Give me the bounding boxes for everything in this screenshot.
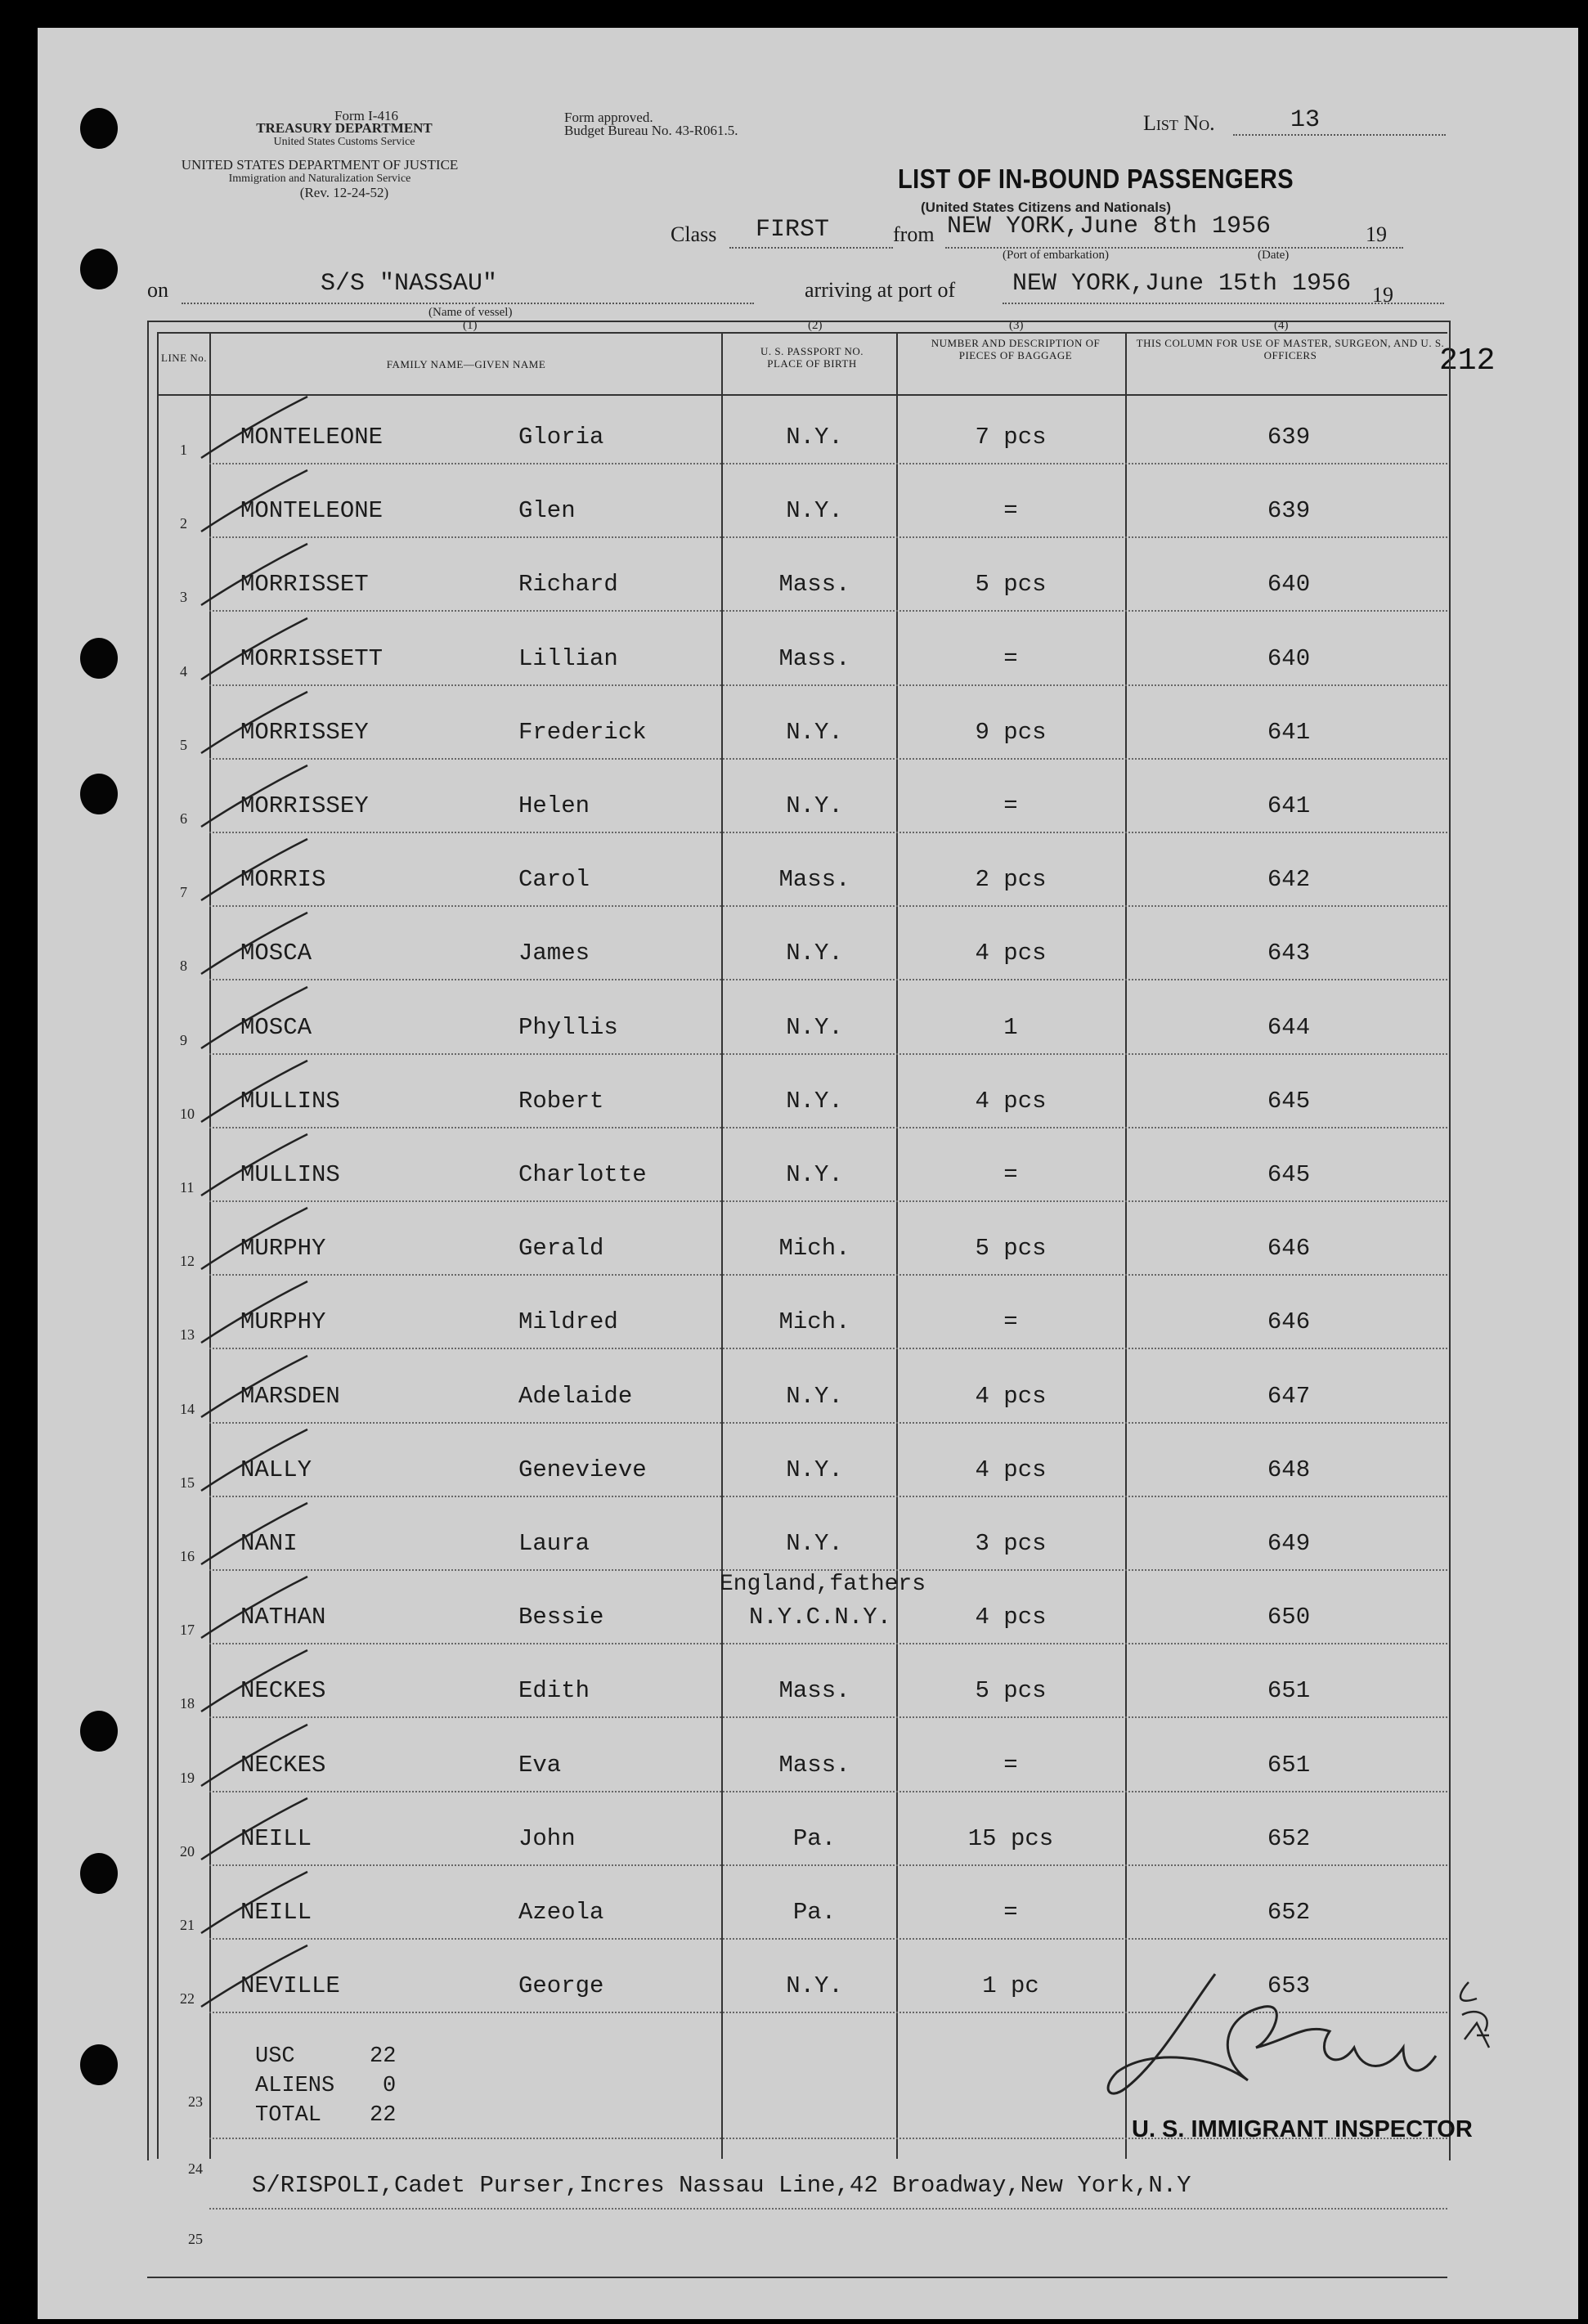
usc-count: 22 bbox=[370, 2044, 397, 2069]
document-sheet bbox=[38, 28, 1578, 2319]
punch-hole bbox=[80, 1711, 118, 1752]
port-embark-label: (Port of embarkation) bbox=[1003, 249, 1109, 262]
page-stamp: 212 bbox=[1439, 343, 1496, 379]
line-number: 19 bbox=[180, 1770, 195, 1786]
given-name: Eva bbox=[518, 1752, 562, 1779]
place-of-birth: N.Y. bbox=[786, 424, 843, 451]
list-no-line bbox=[1233, 134, 1446, 136]
from-value: NEW YORK,June 8th 1956 bbox=[947, 213, 1272, 240]
check-mark bbox=[185, 1573, 316, 1646]
place-of-birth: Mass. bbox=[778, 1752, 850, 1779]
total-label: TOTAL bbox=[255, 2103, 322, 2128]
col-divider-passport bbox=[721, 332, 723, 2159]
inspector-signature bbox=[1092, 1958, 1501, 2121]
row-rule bbox=[209, 1864, 1447, 1866]
family-name: MORRISSETT bbox=[240, 645, 384, 672]
officer-number: 641 bbox=[1267, 792, 1311, 819]
family-name: NEVILLE bbox=[240, 1972, 340, 1999]
given-name: Bessie bbox=[518, 1604, 604, 1631]
family-name: NANI bbox=[240, 1530, 298, 1557]
class-label: Class bbox=[671, 222, 717, 246]
check-mark bbox=[185, 540, 316, 613]
given-name: Charlotte bbox=[518, 1161, 647, 1188]
officer-number: 639 bbox=[1267, 424, 1311, 451]
row-rule bbox=[209, 1200, 1447, 1202]
col3-num: (3) bbox=[1009, 319, 1024, 332]
row-rule bbox=[209, 1274, 1447, 1276]
row-rule bbox=[209, 1053, 1447, 1055]
line-number: 21 bbox=[180, 1917, 195, 1933]
family-name: MULLINS bbox=[240, 1161, 340, 1188]
check-mark bbox=[185, 1130, 316, 1204]
place-of-birth: N.Y. bbox=[786, 1088, 843, 1115]
family-name: MORRIS bbox=[240, 866, 326, 893]
family-name: NALLY bbox=[240, 1456, 312, 1483]
baggage: 1 bbox=[1003, 1014, 1018, 1041]
place-of-birth: N.Y. bbox=[786, 1014, 843, 1041]
given-name: Frederick bbox=[518, 719, 647, 746]
family-name: MORRISSET bbox=[240, 571, 369, 598]
line-number-23: 23 bbox=[188, 2093, 203, 2110]
family-name: MURPHY bbox=[240, 1235, 326, 1262]
given-name: Azeola bbox=[518, 1899, 604, 1926]
baggage: 5 pcs bbox=[975, 1235, 1047, 1262]
officer-number: 644 bbox=[1267, 1014, 1311, 1041]
arriving-value: NEW YORK,June 15th 1956 bbox=[1012, 270, 1352, 298]
col4-num: (4) bbox=[1274, 319, 1289, 332]
class-line bbox=[729, 247, 893, 249]
place-of-birth: N.Y. bbox=[786, 1383, 843, 1410]
place-of-birth: Mich. bbox=[778, 1235, 850, 1262]
from-year: 19 bbox=[1366, 222, 1387, 246]
baggage: = bbox=[1003, 1899, 1018, 1926]
punch-hole bbox=[80, 638, 118, 679]
inspection-time bbox=[1460, 1990, 1464, 1991]
punch-hole bbox=[80, 1853, 118, 1894]
line-number: 16 bbox=[180, 1548, 195, 1564]
officer-number: 640 bbox=[1267, 571, 1311, 598]
officer-number: 645 bbox=[1267, 1088, 1311, 1115]
family-name: MURPHY bbox=[240, 1308, 326, 1335]
col-header-line: LINE No. bbox=[161, 352, 207, 364]
dept-customs: United States Customs Service bbox=[273, 136, 415, 148]
place-of-birth: N.Y. bbox=[786, 497, 843, 524]
line-number: 17 bbox=[180, 1622, 195, 1638]
arriving-year: 19 bbox=[1372, 283, 1393, 307]
check-mark bbox=[185, 1352, 316, 1425]
punch-hole bbox=[80, 249, 118, 289]
baggage: 7 pcs bbox=[975, 424, 1047, 451]
row-rule bbox=[209, 1422, 1447, 1424]
baggage: 5 pcs bbox=[975, 571, 1047, 598]
dept-ins: Immigration and Naturalization Service bbox=[228, 173, 411, 185]
form-approved: Form approved. bbox=[564, 110, 653, 125]
row-rule bbox=[209, 1569, 1447, 1571]
check-mark bbox=[185, 761, 316, 835]
place-of-birth: N.Y. bbox=[786, 1456, 843, 1483]
arriving-label: arriving at port of bbox=[805, 278, 956, 302]
family-name: MULLINS bbox=[240, 1088, 340, 1115]
place-of-birth: Pa. bbox=[792, 1899, 837, 1926]
date-label: (Date) bbox=[1258, 249, 1290, 262]
vessel-label: (Name of vessel) bbox=[428, 306, 513, 319]
line-number: 3 bbox=[180, 589, 187, 605]
usc-label: USC bbox=[255, 2044, 295, 2069]
given-name: Glen bbox=[518, 497, 576, 524]
col-divider-line bbox=[157, 332, 159, 2159]
row-rule bbox=[209, 1127, 1447, 1128]
family-name: NATHAN bbox=[240, 1604, 326, 1631]
line-number: 14 bbox=[180, 1401, 195, 1417]
check-mark bbox=[185, 688, 316, 761]
baggage: 9 pcs bbox=[975, 719, 1047, 746]
given-name: James bbox=[518, 940, 590, 967]
row-rule bbox=[209, 1791, 1447, 1792]
form-revision: (Rev. 12-24-52) bbox=[299, 185, 389, 200]
given-name: Richard bbox=[518, 571, 618, 598]
place-of-birth: N.Y. bbox=[786, 940, 843, 967]
baggage: = bbox=[1003, 497, 1018, 524]
punch-hole bbox=[80, 774, 118, 814]
col-divider-officers bbox=[1125, 332, 1127, 2159]
col2-num: (2) bbox=[808, 319, 823, 332]
vessel-line bbox=[182, 303, 754, 304]
baggage: 4 pcs bbox=[975, 1088, 1047, 1115]
baggage: = bbox=[1003, 1161, 1018, 1188]
check-mark bbox=[185, 909, 316, 982]
aliens-count: 0 bbox=[383, 2074, 397, 2098]
family-name: NECKES bbox=[240, 1677, 326, 1704]
dept-treasury: TREASURY DEPARTMENT bbox=[256, 120, 433, 136]
vessel-col-num: (1) bbox=[463, 319, 478, 332]
line-number: 12 bbox=[180, 1253, 195, 1269]
officer-number: 645 bbox=[1267, 1161, 1311, 1188]
line-number: 18 bbox=[180, 1695, 195, 1712]
baggage: 4 pcs bbox=[975, 1604, 1047, 1631]
row-rule bbox=[209, 979, 1447, 980]
officer-number: 643 bbox=[1267, 940, 1311, 967]
place-of-birth: Mich. bbox=[778, 1308, 850, 1335]
given-name: Phyllis bbox=[518, 1014, 618, 1041]
check-mark bbox=[185, 1057, 316, 1130]
baggage: 3 pcs bbox=[975, 1530, 1047, 1557]
check-mark bbox=[185, 393, 316, 466]
list-no-value: 13 bbox=[1290, 106, 1321, 134]
row-rule bbox=[209, 463, 1447, 464]
given-name: Genevieve bbox=[518, 1456, 647, 1483]
baggage: 15 pcs bbox=[967, 1825, 1054, 1852]
table-bottom-rule bbox=[147, 2277, 1447, 2278]
aliens-label: ALIENS bbox=[255, 2074, 335, 2098]
given-name: Adelaide bbox=[518, 1383, 633, 1410]
from-label: from bbox=[893, 222, 935, 246]
row-rule bbox=[209, 1938, 1447, 1940]
line-number: 1 bbox=[180, 442, 187, 458]
row-rule bbox=[209, 610, 1447, 612]
page-title: LIST OF IN-BOUND PASSENGERS bbox=[898, 164, 1294, 194]
given-name: Laura bbox=[518, 1530, 590, 1557]
officer-number: 653 bbox=[1267, 1972, 1311, 1999]
line-number: 22 bbox=[180, 1990, 195, 2007]
line-number: 20 bbox=[180, 1843, 195, 1860]
place-of-birth: N.Y. bbox=[786, 1972, 843, 1999]
family-name: MONTELEONE bbox=[240, 497, 384, 524]
officer-number: 650 bbox=[1267, 1604, 1311, 1631]
check-mark bbox=[185, 466, 316, 540]
check-mark bbox=[185, 1204, 316, 1277]
punch-hole bbox=[80, 108, 118, 149]
vessel-name: S/S "NASSAU" bbox=[321, 270, 498, 298]
line-number-24: 24 bbox=[188, 2160, 203, 2177]
given-name: Carol bbox=[518, 866, 590, 893]
family-name: MONTELEONE bbox=[240, 424, 384, 451]
place-of-birth: Mass. bbox=[778, 571, 850, 598]
punch-hole bbox=[80, 2044, 118, 2085]
check-mark bbox=[185, 1425, 316, 1499]
row-rule bbox=[209, 758, 1447, 760]
birthplace-annotation: England,fathers bbox=[720, 1572, 926, 1597]
baggage: 4 pcs bbox=[975, 940, 1047, 967]
family-name: NEILL bbox=[240, 1825, 312, 1852]
check-mark bbox=[185, 1499, 316, 1573]
officer-number: 646 bbox=[1267, 1308, 1311, 1335]
line-number: 10 bbox=[180, 1106, 195, 1122]
header-bottom-rule bbox=[157, 394, 1447, 396]
place-of-birth: Mass. bbox=[778, 645, 850, 672]
row-rule bbox=[209, 1643, 1447, 1644]
form-number: Form I-416 bbox=[334, 108, 398, 123]
officer-number: 642 bbox=[1267, 866, 1311, 893]
given-name: Robert bbox=[518, 1088, 604, 1115]
check-mark bbox=[185, 983, 316, 1057]
family-name: MOSCA bbox=[240, 940, 312, 967]
baggage: 2 pcs bbox=[975, 866, 1047, 893]
baggage: = bbox=[1003, 645, 1018, 672]
row-rule bbox=[209, 905, 1447, 907]
baggage: 1 pc bbox=[982, 1972, 1039, 1999]
inspector-label: U. S. IMMIGRANT INSPECTOR bbox=[1132, 2116, 1473, 2142]
officer-number: 651 bbox=[1267, 1677, 1311, 1704]
check-mark bbox=[185, 1868, 316, 1941]
line-number: 6 bbox=[180, 810, 187, 827]
row-rule bbox=[209, 536, 1447, 538]
budget-bureau: Budget Bureau No. 43-R061.5. bbox=[564, 123, 738, 138]
family-name: NECKES bbox=[240, 1752, 326, 1779]
officer-number: 641 bbox=[1267, 719, 1311, 746]
place-of-birth: Mass. bbox=[778, 866, 850, 893]
officer-number: 652 bbox=[1267, 1899, 1311, 1926]
line-number-25: 25 bbox=[188, 2231, 203, 2247]
officer-number: 649 bbox=[1267, 1530, 1311, 1557]
given-name: Gloria bbox=[518, 424, 604, 451]
family-name: MOSCA bbox=[240, 1014, 312, 1041]
family-name: NEILL bbox=[240, 1899, 312, 1926]
baggage: = bbox=[1003, 792, 1018, 819]
class-value: FIRST bbox=[756, 216, 830, 244]
check-mark bbox=[185, 1646, 316, 1720]
purser-line: S/RISPOLI,Cadet Purser,Incres Nassau Line,42 Broadway,New York,N.Y bbox=[252, 2172, 1191, 2199]
baggage: 4 pcs bbox=[975, 1383, 1047, 1410]
row-rule bbox=[209, 2208, 1447, 2210]
row-rule bbox=[209, 684, 1447, 686]
given-name: Mildred bbox=[518, 1308, 618, 1335]
on-label: on bbox=[147, 278, 168, 302]
officer-number: 648 bbox=[1267, 1456, 1311, 1483]
line-number: 9 bbox=[180, 1032, 187, 1048]
given-name: Lillian bbox=[518, 645, 618, 672]
check-mark bbox=[185, 1721, 316, 1794]
line-number: 7 bbox=[180, 884, 187, 900]
header-top-rule bbox=[157, 332, 1447, 334]
row-rule bbox=[209, 832, 1447, 833]
baggage: = bbox=[1003, 1752, 1018, 1779]
baggage: 5 pcs bbox=[975, 1677, 1047, 1704]
col-header-name: FAMILY NAME—GIVEN NAME bbox=[386, 358, 546, 370]
check-mark bbox=[185, 835, 316, 909]
place-of-birth: N.Y. bbox=[786, 792, 843, 819]
dept-justice: UNITED STATES DEPARTMENT OF JUSTICE bbox=[181, 157, 459, 173]
line-number: 8 bbox=[180, 958, 187, 974]
check-mark bbox=[185, 1277, 316, 1351]
check-mark bbox=[185, 614, 316, 688]
place-of-birth: Mass. bbox=[778, 1677, 850, 1704]
row-rule bbox=[209, 1348, 1447, 1349]
officer-number: 639 bbox=[1267, 497, 1311, 524]
baggage: = bbox=[1003, 1308, 1018, 1335]
line-number: 11 bbox=[180, 1179, 195, 1196]
officer-number: 647 bbox=[1267, 1383, 1311, 1410]
col-header-officers: THIS COLUMN FOR USE OF MASTER, SURGEON, AND U. S. OFFICERS bbox=[1136, 337, 1445, 361]
list-no-label: List No. bbox=[1143, 111, 1215, 135]
page-subtitle: (United States Citizens and Nationals) bbox=[921, 200, 1172, 215]
place-of-birth: N.Y. bbox=[786, 1530, 843, 1557]
place-of-birth: N.Y. bbox=[786, 1161, 843, 1188]
family-name: MARSDEN bbox=[240, 1383, 340, 1410]
given-name: Helen bbox=[518, 792, 590, 819]
col-divider-baggage bbox=[896, 332, 898, 2159]
officer-number: 646 bbox=[1267, 1235, 1311, 1262]
officer-number: 652 bbox=[1267, 1825, 1311, 1852]
col-header-passport: U. S. PASSPORT NO. PLACE OF BIRTH bbox=[760, 345, 864, 370]
col-header-baggage: NUMBER AND DESCRIPTION OF PIECES OF BAGGAGE bbox=[931, 337, 1101, 361]
given-name: George bbox=[518, 1972, 604, 1999]
line-number: 4 bbox=[180, 663, 187, 680]
row-rule bbox=[209, 1496, 1447, 1497]
baggage: 4 pcs bbox=[975, 1456, 1047, 1483]
family-name: MORRISSEY bbox=[240, 792, 369, 819]
row-rule bbox=[209, 1716, 1447, 1718]
line-number: 13 bbox=[180, 1326, 195, 1343]
check-mark bbox=[185, 1794, 316, 1868]
family-name: MORRISSEY bbox=[240, 719, 369, 746]
line-number: 15 bbox=[180, 1474, 195, 1491]
place-of-birth: N.Y.C.N.Y. bbox=[749, 1604, 892, 1631]
officer-number: 651 bbox=[1267, 1752, 1311, 1779]
check-mark bbox=[185, 1941, 316, 2015]
line-number: 2 bbox=[180, 515, 187, 532]
given-name: Edith bbox=[518, 1677, 590, 1704]
given-name: Gerald bbox=[518, 1235, 604, 1262]
total-count: 22 bbox=[370, 2103, 397, 2128]
given-name: John bbox=[518, 1825, 576, 1852]
line-number: 5 bbox=[180, 737, 187, 753]
place-of-birth: N.Y. bbox=[786, 719, 843, 746]
place-of-birth: Pa. bbox=[792, 1825, 837, 1852]
officer-number: 640 bbox=[1267, 645, 1311, 672]
